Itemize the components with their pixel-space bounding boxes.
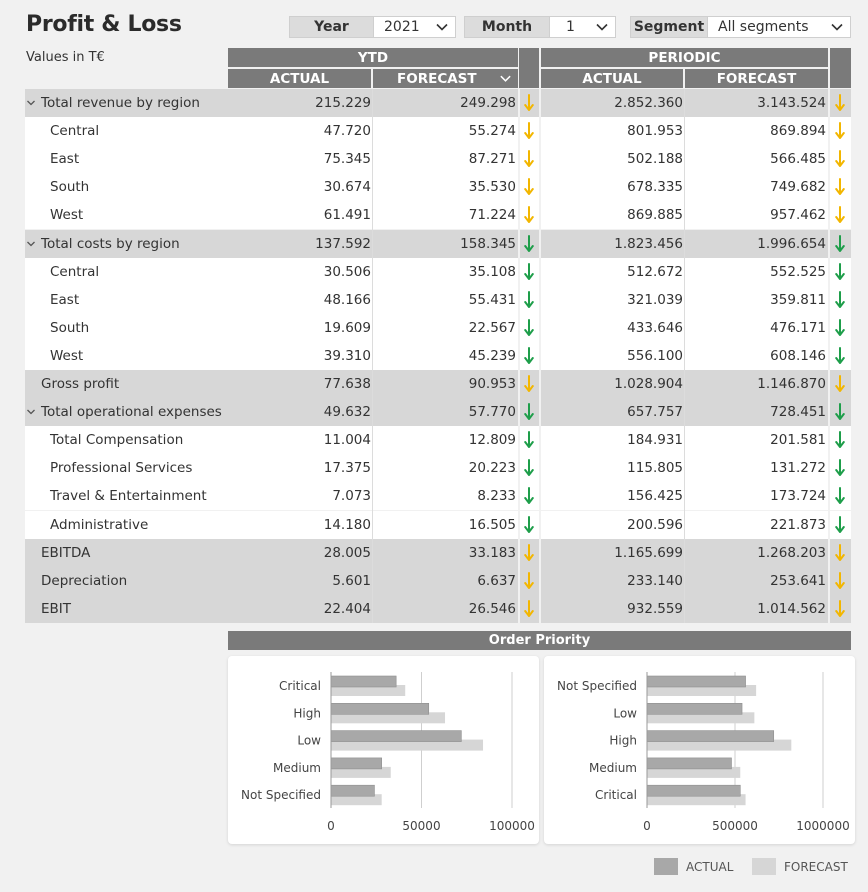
arrow-down-icon: [519, 567, 539, 595]
arrow-down-icon: [519, 426, 539, 454]
arrow-down-icon: [830, 258, 850, 286]
row-label: Professional Services: [50, 460, 193, 477]
row-label: EBITDA: [41, 544, 91, 561]
month-select[interactable]: [550, 16, 616, 38]
arrow-down-icon: [519, 370, 539, 398]
tick-label: 0: [327, 819, 335, 833]
legend-actual-swatch: [654, 858, 678, 875]
arrow-down-icon: [830, 595, 850, 623]
row-label: East: [50, 151, 80, 168]
chevron-down-icon: [435, 20, 449, 34]
row-label: West: [50, 207, 84, 224]
periodic-actual-value: 1.823.456: [614, 235, 683, 252]
arrow-down-icon: [519, 454, 539, 482]
arrow-down-icon: [830, 511, 850, 539]
ytd-forecast-value: 55.431: [468, 291, 516, 308]
periodic-forecast-value: 608.146: [770, 347, 826, 364]
category-label: Low: [613, 706, 637, 721]
periodic-forecast-value: 1.146.870: [757, 376, 826, 392]
arrow-down-icon: [830, 201, 850, 229]
column-gap: [539, 89, 541, 623]
month-filter-label: Month: [464, 16, 550, 38]
arrow-down-icon: [519, 482, 539, 510]
periodic-actual-value: 2.852.360: [614, 95, 683, 111]
tick-label: 1000000: [796, 819, 850, 833]
arrow-down-icon: [519, 258, 539, 286]
ytd-forecast-value: 57.770: [468, 404, 516, 421]
arrow-down-icon: [830, 89, 850, 117]
column-divider: [684, 89, 685, 623]
row-label: West: [50, 347, 84, 364]
arrow-down-icon: [519, 117, 539, 145]
periodic-forecast-value: 131.272: [770, 460, 826, 477]
group-row[interactable]: [25, 230, 851, 258]
table-row: [25, 426, 851, 454]
ytd-actual-value: 30.506: [323, 263, 371, 280]
ytd-actual-value: 5.601: [332, 572, 371, 589]
periodic-actual-value: 433.646: [627, 319, 683, 336]
periodic-forecast-value: 201.581: [770, 432, 826, 449]
chevron-down-icon: [595, 20, 609, 34]
arrow-down-icon: [830, 117, 850, 145]
periodic-forecast-value: 173.724: [770, 488, 826, 505]
arrow-down-icon: [830, 426, 850, 454]
periodic-actual-value: 200.596: [627, 516, 683, 533]
year-filter-label: Year: [289, 16, 374, 38]
ytd-forecast-value: 22.567: [468, 319, 516, 336]
tick-label: 0: [643, 819, 651, 833]
table-row: [25, 258, 851, 286]
ytd-forecast-value: 35.530: [468, 179, 516, 196]
column-gap: [518, 89, 520, 623]
ytd-order-priority-chart-svg: [228, 656, 539, 844]
ytd-actual-value: 7.073: [332, 488, 371, 505]
actual-bar: [331, 758, 382, 769]
row-label: Travel & Entertainment: [50, 488, 207, 505]
ytd-actual-value: 17.375: [323, 460, 371, 477]
column-gap: [828, 89, 830, 623]
category-label: Critical: [279, 679, 321, 693]
periodic-forecast-value: 1.268.203: [757, 544, 826, 561]
group-row: [25, 370, 851, 398]
ytd-forecast-header[interactable]: [373, 69, 518, 88]
ytd-forecast-value: 8.233: [477, 488, 516, 505]
table-row: [25, 173, 851, 201]
table-row: [25, 454, 851, 482]
periodic-forecast-value: 749.682: [770, 179, 826, 196]
group-row[interactable]: [25, 398, 851, 426]
row-label: Total Compensation: [50, 432, 184, 449]
chevron-down-icon: [499, 72, 512, 85]
page-title: Profit & Loss: [26, 12, 182, 37]
ytd-actual-header: ACTUAL: [228, 69, 371, 88]
periodic-forecast-value: 728.451: [770, 404, 826, 421]
periodic-actual-value: 1.165.699: [614, 544, 683, 561]
row-label: South: [50, 319, 90, 336]
arrow-down-icon: [830, 145, 850, 173]
category-label: Critical: [595, 788, 637, 803]
periodic-actual-value: 869.885: [627, 207, 683, 224]
ytd-forecast-value: 35.108: [468, 263, 516, 280]
tick-label: 50000: [402, 819, 441, 833]
row-label: Central: [50, 263, 100, 280]
chevron-down-icon[interactable]: [26, 239, 36, 249]
periodic-forecast-header: FORECAST: [685, 69, 828, 88]
table-row: [25, 286, 851, 314]
table-row: [25, 314, 851, 342]
arrow-down-icon: [830, 539, 850, 567]
ytd-header: YTD: [228, 48, 518, 67]
actual-bar: [647, 703, 742, 714]
category-label: High: [609, 733, 637, 748]
periodic-actual-value: 321.039: [627, 291, 683, 308]
row-label: South: [50, 179, 90, 196]
ytd-actual-value: 28.005: [323, 544, 371, 561]
tick-label: 100000: [489, 819, 535, 833]
periodic-actual-value: 512.672: [627, 263, 683, 280]
table-row: [25, 117, 851, 145]
row-label: Total revenue by region: [41, 95, 200, 111]
legend-forecast-label: FORECAST: [784, 859, 848, 874]
arrow-down-icon: [519, 398, 539, 426]
month-filter: [464, 16, 616, 38]
ytd-actual-value: 22.404: [323, 600, 371, 617]
ytd-actual-value: 49.632: [323, 404, 371, 421]
ytd-forecast-value: 249.298: [460, 95, 516, 111]
periodic-forecast-value: 476.171: [770, 319, 826, 336]
arrow-down-icon: [519, 145, 539, 173]
periodic-actual-value: 932.559: [627, 600, 683, 617]
table-row: [25, 511, 851, 539]
actual-bar: [647, 731, 774, 742]
category-label: High: [293, 706, 321, 721]
periodic-trend-header: [830, 48, 851, 88]
periodic-forecast-value: 221.873: [770, 516, 826, 533]
segment-select-value: All segments: [718, 19, 809, 35]
arrow-down-icon: [519, 89, 539, 117]
periodic-forecast-value: 1.996.654: [757, 235, 826, 252]
actual-bar: [331, 676, 396, 687]
periodic-actual-value: 678.335: [627, 179, 683, 196]
table-row: [25, 342, 851, 370]
arrow-down-icon: [519, 230, 539, 258]
periodic-actual-value: 657.757: [627, 404, 683, 421]
arrow-down-icon: [519, 511, 539, 539]
tick-label: 500000: [712, 819, 758, 833]
ytd-forecast-header-label: FORECAST: [397, 70, 477, 87]
segment-filter-label: Segment: [630, 16, 708, 38]
ytd-trend-header: [519, 48, 539, 88]
arrow-down-icon: [830, 454, 850, 482]
row-label: Total operational expenses: [41, 404, 222, 421]
group-row: [25, 595, 851, 623]
legend-actual: [654, 858, 733, 875]
periodic-forecast-value: 869.894: [770, 123, 826, 140]
row-label: EBIT: [41, 600, 72, 617]
periodic-order-priority-chart-svg: [544, 656, 851, 844]
values-unit-label: Values in T€: [26, 50, 105, 65]
actual-bar: [331, 785, 374, 796]
ytd-forecast-value: 87.271: [468, 151, 516, 168]
legend-forecast-swatch: [752, 858, 776, 875]
group-row[interactable]: [25, 89, 851, 117]
periodic-forecast-value: 552.525: [770, 263, 826, 280]
periodic-header: PERIODIC: [541, 48, 828, 67]
ytd-order-priority-chart: [228, 656, 539, 844]
category-label: Medium: [273, 760, 321, 775]
row-label: Central: [50, 123, 100, 140]
chevron-down-icon[interactable]: [26, 98, 36, 108]
chevron-down-icon[interactable]: [26, 407, 36, 417]
periodic-forecast-value: 566.485: [770, 151, 826, 168]
arrow-down-icon: [830, 230, 850, 258]
arrow-down-icon: [830, 314, 850, 342]
arrow-down-icon: [519, 314, 539, 342]
arrow-down-icon: [830, 342, 850, 370]
ytd-actual-value: 19.609: [323, 319, 371, 336]
ytd-forecast-value: 90.953: [468, 376, 516, 392]
arrow-down-icon: [830, 370, 850, 398]
periodic-forecast-value: 957.462: [770, 207, 826, 224]
ytd-actual-value: 215.229: [315, 95, 371, 111]
year-filter: [289, 16, 456, 38]
ytd-actual-value: 61.491: [323, 207, 371, 224]
ytd-actual-value: 137.592: [315, 235, 371, 252]
ytd-forecast-value: 20.223: [468, 460, 516, 477]
legend-actual-label: ACTUAL: [686, 859, 734, 874]
periodic-forecast-value: 359.811: [770, 291, 826, 308]
periodic-actual-header: ACTUAL: [541, 69, 683, 88]
ytd-forecast-value: 16.505: [468, 516, 516, 533]
column-divider: [372, 89, 373, 623]
arrow-down-icon: [519, 173, 539, 201]
row-label: Depreciation: [41, 572, 128, 589]
periodic-order-priority-chart: [544, 656, 855, 844]
table-row: [25, 145, 851, 173]
row-label: East: [50, 291, 80, 308]
periodic-forecast-value: 253.641: [770, 572, 826, 589]
arrow-down-icon: [519, 539, 539, 567]
row-label: Administrative: [50, 516, 149, 533]
actual-bar: [331, 731, 461, 742]
actual-bar: [647, 676, 746, 687]
periodic-actual-value: 502.188: [627, 151, 683, 168]
arrow-down-icon: [830, 173, 850, 201]
actual-bar: [331, 703, 429, 714]
ytd-forecast-value: 33.183: [468, 544, 516, 561]
periodic-actual-value: 233.140: [627, 572, 683, 589]
ytd-actual-value: 39.310: [323, 347, 371, 364]
periodic-actual-value: 115.805: [627, 460, 683, 477]
ytd-forecast-value: 12.809: [468, 432, 516, 449]
ytd-actual-value: 77.638: [323, 376, 371, 392]
order-priority-title: Order Priority: [228, 631, 851, 650]
ytd-actual-value: 75.345: [323, 151, 371, 168]
arrow-down-icon: [519, 201, 539, 229]
group-row: [25, 539, 851, 567]
arrow-down-icon: [830, 286, 850, 314]
category-label: Medium: [589, 760, 637, 775]
ytd-actual-value: 14.180: [323, 516, 371, 533]
group-row: [25, 567, 851, 595]
periodic-actual-value: 801.953: [627, 123, 683, 140]
ytd-forecast-value: 26.546: [468, 600, 516, 617]
arrow-down-icon: [830, 398, 850, 426]
month-select-value: 1: [566, 19, 575, 35]
arrow-down-icon: [830, 567, 850, 595]
year-select-value: 2021: [384, 19, 420, 35]
row-label: Gross profit: [41, 376, 120, 392]
ytd-actual-value: 47.720: [323, 123, 371, 140]
periodic-forecast-value: 3.143.524: [757, 95, 826, 111]
periodic-actual-value: 1.028.904: [614, 376, 683, 392]
ytd-actual-value: 30.674: [323, 179, 371, 196]
category-label: Not Specified: [241, 788, 321, 803]
ytd-forecast-value: 45.239: [468, 347, 516, 364]
table-row: [25, 201, 851, 229]
segment-filter: [630, 16, 851, 38]
legend-forecast: [752, 858, 848, 875]
arrow-down-icon: [519, 342, 539, 370]
arrow-down-icon: [519, 286, 539, 314]
table-row: [25, 482, 851, 510]
actual-bar: [647, 785, 740, 796]
ytd-forecast-value: 158.345: [460, 235, 516, 252]
row-label: Total costs by region: [41, 235, 180, 252]
ytd-actual-value: 11.004: [323, 432, 371, 449]
segment-select[interactable]: [708, 16, 851, 38]
ytd-actual-value: 48.166: [323, 291, 371, 308]
arrow-down-icon: [830, 482, 850, 510]
category-label: Low: [297, 733, 321, 748]
year-select[interactable]: [374, 16, 456, 38]
category-label: Not Specified: [557, 679, 637, 693]
periodic-actual-value: 156.425: [627, 488, 683, 505]
arrow-down-icon: [519, 595, 539, 623]
ytd-forecast-value: 6.637: [477, 572, 516, 589]
ytd-forecast-value: 55.274: [468, 123, 516, 140]
periodic-actual-value: 556.100: [627, 347, 683, 364]
chevron-down-icon: [830, 20, 844, 34]
periodic-actual-value: 184.931: [627, 432, 683, 449]
actual-bar: [647, 758, 731, 769]
periodic-forecast-value: 1.014.562: [757, 600, 826, 617]
ytd-forecast-value: 71.224: [468, 207, 516, 224]
